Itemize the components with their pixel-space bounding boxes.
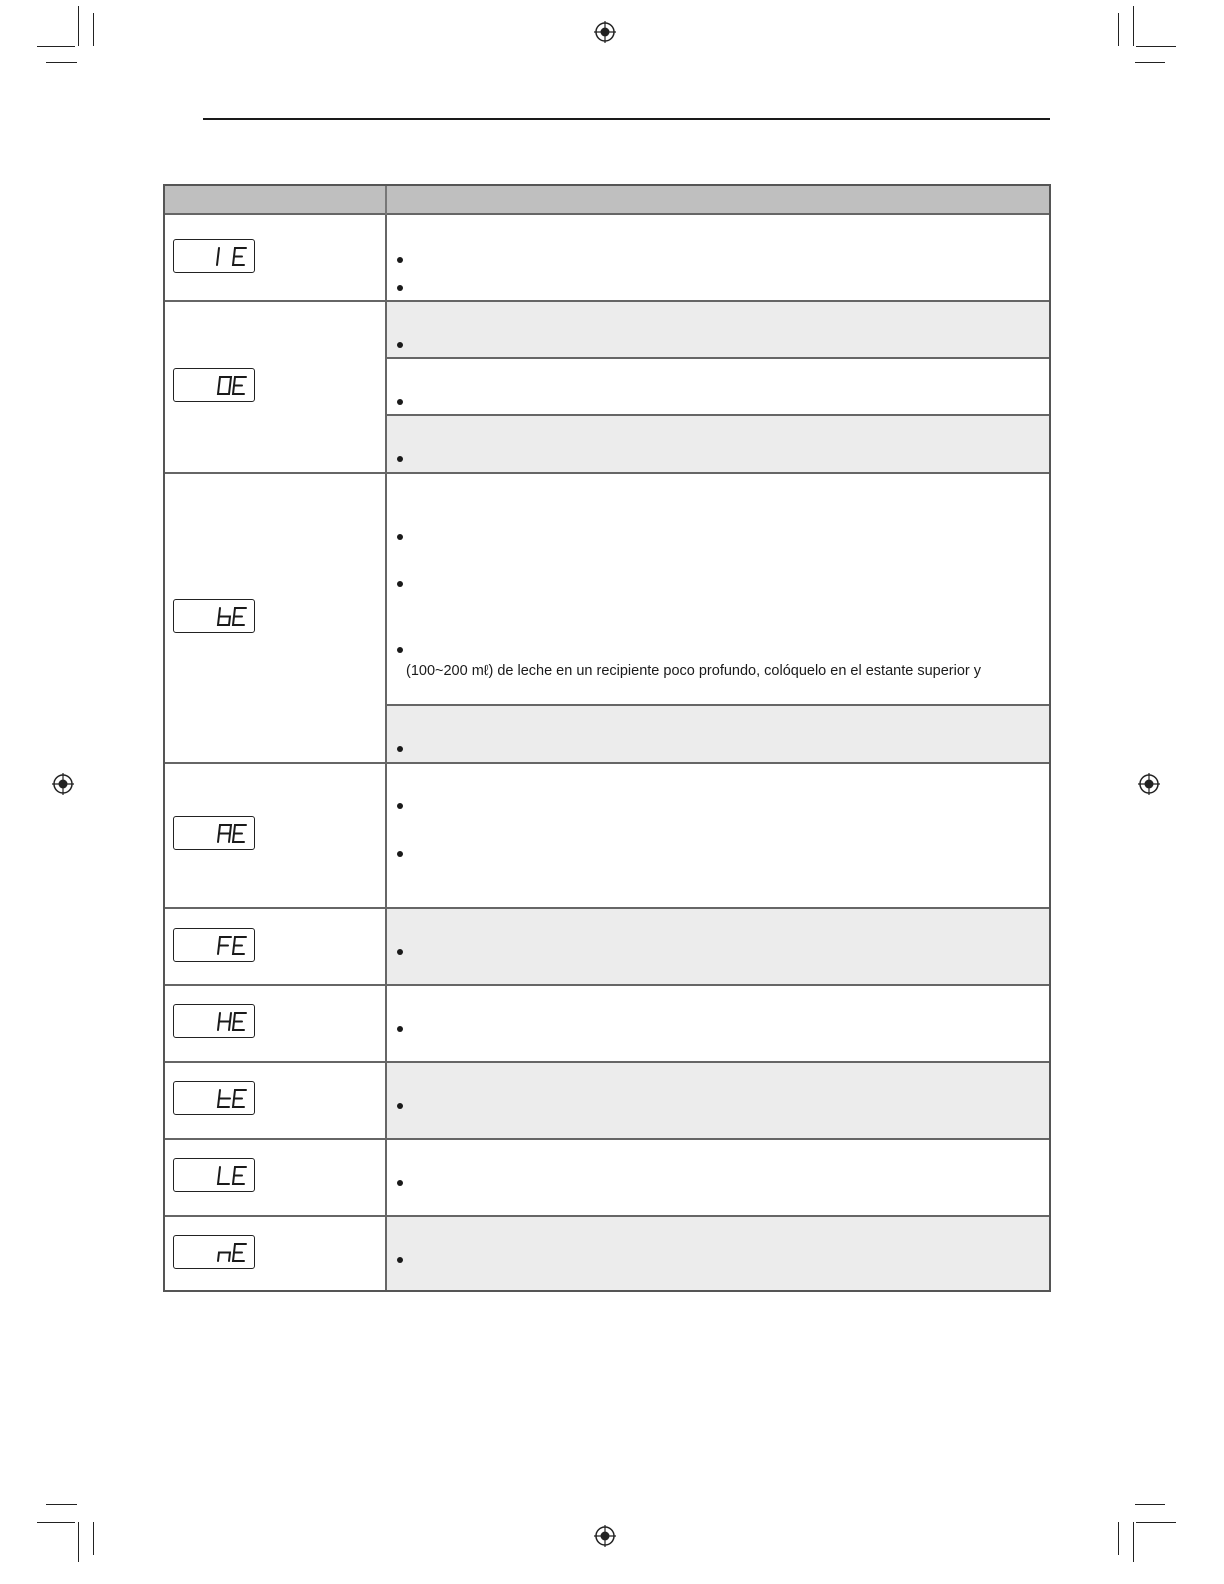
lcd-display-icon xyxy=(173,1158,255,1192)
lcd-display-icon xyxy=(173,1081,255,1115)
crop-mark-icon xyxy=(1136,1522,1176,1523)
bullet-icon xyxy=(397,949,403,955)
crop-mark-icon xyxy=(46,1504,77,1505)
crop-mark-icon xyxy=(1118,13,1119,46)
row-divider xyxy=(165,1138,1049,1140)
bullet-icon xyxy=(397,456,403,462)
sub-row-divider xyxy=(387,357,1049,359)
bullet-icon xyxy=(397,257,403,263)
bullet-icon xyxy=(397,647,403,653)
lcd-display-icon xyxy=(173,599,255,633)
sub-row-divider xyxy=(387,704,1049,706)
row-divider xyxy=(165,472,1049,474)
shaded-row xyxy=(387,909,1049,984)
shaded-row xyxy=(387,1217,1049,1290)
bullet-icon xyxy=(397,342,403,348)
bullet-icon xyxy=(397,746,403,752)
crop-mark-icon xyxy=(1135,1504,1165,1505)
bullet-icon xyxy=(397,285,403,291)
header-rule xyxy=(203,118,1050,120)
crop-mark-icon xyxy=(1133,6,1134,46)
shaded-row xyxy=(387,706,1049,762)
bullet-icon xyxy=(397,851,403,857)
crop-mark-icon xyxy=(78,1522,79,1562)
crop-mark-icon xyxy=(93,1522,94,1555)
row-divider xyxy=(165,762,1049,764)
lcd-display-icon xyxy=(173,368,255,402)
milk-instruction-text: (100~200 mℓ) de leche en un recipiente poco profundo, colóquelo en el estante superior y xyxy=(406,663,982,679)
row-divider xyxy=(165,300,1049,302)
lcd-display-icon xyxy=(173,928,255,962)
row-divider xyxy=(165,984,1049,986)
header-divider xyxy=(385,186,387,215)
row-divider xyxy=(165,1215,1049,1217)
registration-mark-icon xyxy=(594,1525,616,1547)
shaded-row xyxy=(387,302,1049,358)
bullet-icon xyxy=(397,1257,403,1263)
table-header xyxy=(165,186,1049,215)
crop-mark-icon xyxy=(37,46,75,47)
lcd-display-icon xyxy=(173,239,255,273)
error-code-table xyxy=(163,184,1051,1292)
crop-mark-icon xyxy=(46,62,77,63)
crop-mark-icon xyxy=(93,13,94,46)
registration-mark-icon xyxy=(52,773,74,795)
crop-mark-icon xyxy=(1133,1522,1134,1562)
lcd-display-icon xyxy=(173,1235,255,1269)
row-divider xyxy=(165,907,1049,909)
crop-mark-icon xyxy=(37,1522,75,1523)
bullet-icon xyxy=(397,1026,403,1032)
bullet-icon xyxy=(397,1103,403,1109)
bullet-icon xyxy=(397,581,403,587)
lcd-display-icon xyxy=(173,1004,255,1038)
crop-mark-icon xyxy=(1135,62,1165,63)
lcd-display-icon xyxy=(173,816,255,850)
bullet-icon xyxy=(397,399,403,405)
bullet-icon xyxy=(397,1180,403,1186)
crop-mark-icon xyxy=(78,6,79,46)
bullet-icon xyxy=(397,803,403,809)
registration-mark-icon xyxy=(1138,773,1160,795)
sub-row-divider xyxy=(387,414,1049,416)
crop-mark-icon xyxy=(1136,46,1176,47)
shaded-row xyxy=(387,1063,1049,1138)
row-divider xyxy=(165,1061,1049,1063)
column-divider xyxy=(385,215,387,1290)
crop-mark-icon xyxy=(1118,1522,1119,1555)
registration-mark-icon xyxy=(594,21,616,43)
shaded-row xyxy=(387,416,1049,472)
bullet-icon xyxy=(397,534,403,540)
